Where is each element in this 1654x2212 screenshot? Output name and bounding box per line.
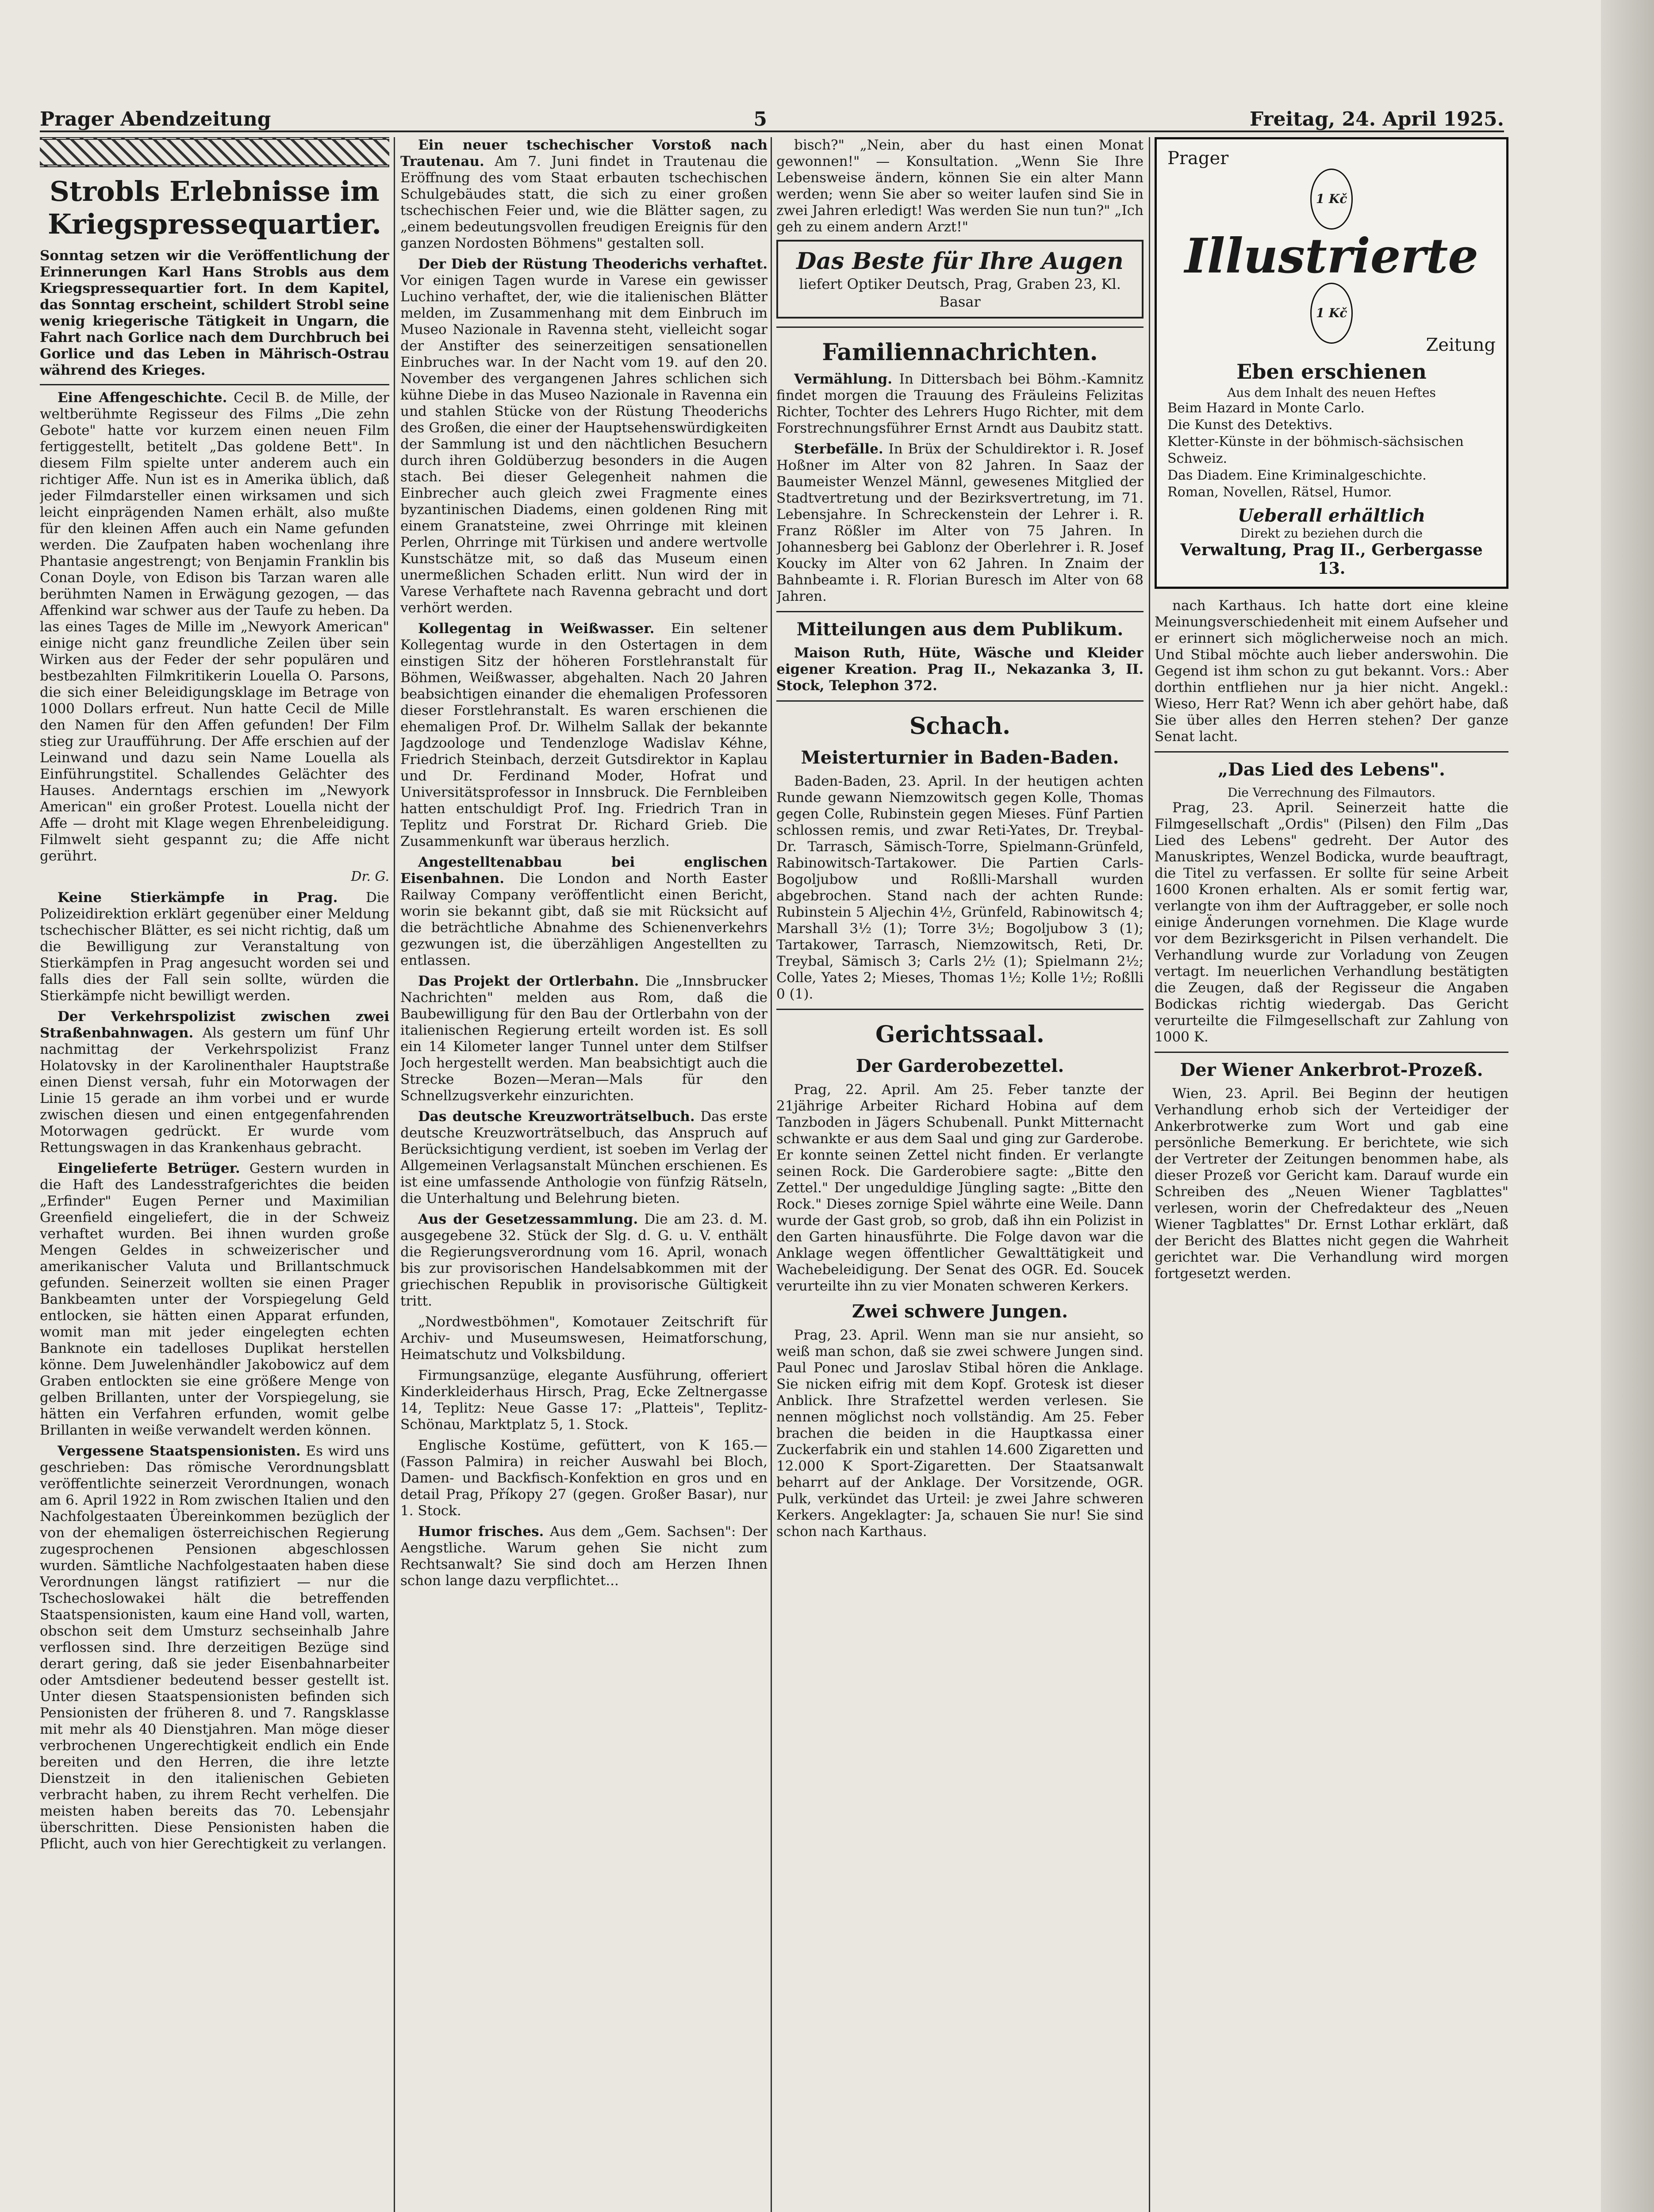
section-title: Der Wiener Ankerbrot-Prozeß. [1180,1060,1483,1080]
paragraph-lead: Ein neuer tschechischer Vorstoß nach Trautenau. [400,137,768,169]
article-paragraph: bisch?" „Nein, aber du hast einen Monat gewonnen!" — Konsultation. „Wenn Sie Ihre Lebensweise ändern, können Sie ein alter Mann werden; wenn Sie aber so weiter laufen sind Sie in zwei Jahren erledigt! Was werden Sie nun tun?" „Ich geh zu einem andern Arzt!" [776,137,1144,235]
section-title: Familiennachrichten. [822,339,1098,366]
ornament-border [40,137,389,167]
article-paragraph: Das deutsche Kreuzworträtselbuch. Das erste deutsche Kreuzworträtselbuch, das Anspruch auf Berücksichtigung verdient, ist soeben im Verlag der Allgemeinen Verlagsanstalt München erschienen. Es ist eine umfassende Anthologie von fünfzig Rätseln, die Unterhaltung und Belehrung bieten. [400,1109,768,1206]
paragraph-lead: Der Verkehrspolizist zwischen zwei Straßenbahnwagen. [40,1009,389,1041]
divider [1155,751,1508,753]
paragraph-lead: Eingelieferte Betrüger. [58,1160,240,1176]
article-paragraph: Aus der Gesetzessammlung. Die am 23. d. M. ausgegebene 32. Stück der Slg. d. G. u. V. enthält die Regierungsverordnung vom 16. April, wonach bis zur provisorischen Handelsabkommen mit der griechischen Republik in provisorische Gültigkeit tritt. [400,1211,768,1309]
price-badge: 1 Kč [1310,283,1353,344]
author-signature: Dr. G. [351,869,389,884]
scan-edge [1601,0,1654,2212]
column-4 [1155,137,1508,2212]
illustrierte-ad [1155,137,1508,589]
section-subtitle: Der Garderobezettel. [856,1056,1064,1076]
article-paragraph: Humor frisches. Aus dem „Gem. Sachsen": Der Aengstliche. Warum gehen Sie nicht zum Rechtsanwalt? Sie sind doch am Herzen Ihnen schon lange dazu verpflichtet... [400,1524,768,1589]
article-paragraph: nach Karthaus. Ich hatte dort eine kleine Meinungsverschiedenheit mit einem Aufseher und er erinnert sich möglicherweise noch an mich. Und Stibal möchte auch lieber anderswohin. Die Gegend ist ihm schon zu gut bekannt. Vors.: Aber dorthin entfliehen nur ja hier nicht. Angekl.: Wieso, Herr Rat? Wenn ich aber gehört habe, daß Sie über alles den Herren stehen? Der ganze Senat lacht. [1155,598,1508,745]
article-paragraph: Maison Ruth, Hüte, Wäsche und Kleider eigener Kreation. Prag II., Nekazanka 3, II. Stock, Telephon 372. [776,645,1144,694]
column-3 [776,137,1144,2212]
section-title: Mitteilungen aus dem Publikum. [796,619,1124,640]
ad-direct: Direkt zu beziehen durch die [1240,526,1423,541]
section-title: „Das Lied des Lebens". [1218,759,1445,780]
article-paragraph: Eine Affengeschichte. Cecil B. de Mille, der weltberühmte Regisseur des Films „Die zehn Gebote" hatte vor kurzem einen neuen Film fertiggestellt, betitelt „Das goldene Bett". In diesem Film spielte unter anderem auch ein richtiger Affe. Nun ist es in Amerika üblich, daß jeder Filmdarsteller einen wirksamen und sich leicht einprägenden Namen erhält, also mußte für den kleinen Affen auch ein Name gefunden werden. Die Zaufpaten haben wochenlang ihre Phantasie angestrengt; von Benjamin Franklin bis Conan Doyle, von Edison bis Tarzan waren alle berühmten Namen in Erwägung gezogen, — das Affenkind war schwer aus der Taufe zu heben. Da las eines Tages de Mille im „Newyork American" einige nicht ganz freundliche Zeilen über sein Wirken aus der Feder der sehr populären und bestbezahlten Filmkritikerin Louella O. Parsons, die sich einer Beleidigungsklage im Betrage von 1000 Dollars erfreut. Nun hatte Cecil de Mille den Namen für den Affen gefunden! Der Film stieg zur Uraufführung. Der Affe erschien auf der Leinwand und dazu sein Name Louella als Einführungstitel. Schallendes Gelächter des Hauses. Anderntags erschien im „Newyork American" ein großer Protest. Louella nicht der Affe — droht mit Klage wegen Ehrenbeleidigung. Filmwelt sieht gespannt zu; die Affe nicht gerührt. [40,390,389,864]
article-paragraph: Kollegentag in Weißwasser. Ein seltener Kollegentag wurde in den Ostertagen in dem einstigen Sitz der höheren Forstlehranstalt für Böhmen, Weißwasser, abgehalten. Nach 20 Jahren beabsichtigen einander die ehemaligen Professoren dieser Forstlehranstalt. Es waren erschienen die ehemaligen Prof. Dr. Wilhelm Sallak der bekannte Jagdzoologe und Tendenzloge Wadislav Kéhne, Friedrich Steinbach, derzeit Gutsdirektor in Kaplau und Dr. Ferdinand Moder, Hofrat und Universitätsprofessor in Innsbruck. Die Fernbleiben hatten entschuldigt Prof. Ing. Friedrich Tran in Teplitz und Forstrat Dr. Richard Grieb. Die Zusammenkunft war überaus herzlich. [400,621,768,849]
section-subtitle: Meisterturnier in Baden-Baden. [801,747,1119,768]
ad-sub: Aus dem Inhalt des neuen Heftes [1227,385,1436,400]
article-title: Strobls Erlebnisse im Kriegspressequartier. [48,175,381,240]
classified-ad: Englische Kostüme, gefüttert, von K 165.— (Fasson Palmira) in reicher Auswahl bei Bloch, Damen- und Backfisch-Konfektion en gros und en detail Prag, Příkopy 27 (gegen. Großer Basar), nur 1. Stock. [400,1437,768,1519]
ad-address: Verwaltung, Prag II., Gerbergasse 13. [1180,541,1483,578]
optician-ad [776,240,1144,319]
section-subtitle: Die Verrechnung des Filmautors. [1227,785,1436,800]
ad-line: liefert Optiker Deutsch, Prag, Graben 23, Kl. Basar [799,276,1121,310]
article-paragraph: Eingelieferte Betrüger. Gestern wurden in die Haft des Landesstrafgerichtes die beiden „Erfinder" Eugen Perner und Maximilian Greenfield eingeliefert, die in der Schweiz verhaftet wurden. Bei ihnen wurden große Mengen Geldes in schweizerischer und amerikanischer Valuta und Brillantschmuck gefunden. Seinerzeit wollten sie einen Prager Bankbeamten unter der Vorspiegelung Geld entlocken, sie hätten einen Apparat erfunden, womit man mit jeder eingelegten echten Banknote ein tadelloses Duplikat herstellen könne. Dem Juwelenhändler Jakobowicz auf dem Graben entlockten sie eine größere Menge von gelben Brillanten, unter der Vorspiegelung, sie hätten ein Verfahren erfunden, womit gelbe Brillanten in weiße verwandelt werden können. [40,1160,389,1438]
paragraph-lead: Sterbefälle. [794,441,883,457]
column-rule [771,137,772,2212]
ad-item: Kletter-Künste in der böhmisch-sächsischen Schweiz. [1167,434,1464,466]
classified-ad: „Nordwestböhmen", Komotauer Zeitschrift für Archiv- und Museumswesen, Heimatforschung, Heimatschutz und Volksbildung. [400,1314,768,1363]
page-number: 5 [753,108,767,131]
article-paragraph: Angestelltenabbau bei englischen Eisenbahnen. Die London and North Easter Railway Company veröffentlicht einen Bericht, worin sie bekannt gibt, daß sie mit Rücksicht auf die beträchtliche Abnahme des Schienenverkehrs gezwungen ist, die überzähligen Angestellten zu entlassen. [400,854,768,968]
ad-prefix: Prager [1167,148,1229,169]
paragraph-lead: Kollegentag in Weißwasser. [418,621,655,637]
column-1 [40,137,389,2212]
ad-title: 1 Kč Illustrierte 1 Kč [1167,169,1496,344]
divider [776,1009,1144,1010]
ad-item: Beim Hazard in Monte Carlo. [1167,400,1365,416]
paragraph-lead: Angestelltenabbau bei englischen Eisenbahnen. [400,854,768,887]
article-paragraph: Vergessene Staatspensionisten. Es wird uns geschrieben: Das römische Verordnungsblatt veröffentlichte seinerzeit Verordnungen, wonach am 6. April 1922 in Rom zwischen Italien und den Nachfolgestaaten Übereinkommen bezüglich der von der ehemaligen österreichischen Regierung zugesprochenen Pensionen abgeschlossen wurden. Sämtliche Nachfolgestaaten haben diese Verordnungen längst ratifiziert — nur die Tschechoslowakei hält die betreffenden Staatspensionisten, kaum eine Hand voll, warten, obschon seit dem Umsturz sechseinhalb Jahre verflossen sind. Ihre derzeitigen Bezüge sind derart gering, daß sie jeder Eisenbahnarbeiter oder Amtsdiener bedeutend besser gestellt ist. Unter diesen Staatspensionisten befinden sich Pensionisten der früheren 8. und 7. Rangsklasse mit mehr als 40 Dienstjahren. Man möge dieser verbrochenen Ungerechtigkeit endlich ein Ende bereiten und den Herren, die ihre letzte Dienstzeit in den italienischen Gebieten verbracht haben, zu ihrem Recht verhelfen. Die meisten haben bereits das 70. Lebensjahr überschritten. Diese Pensionisten haben die Pflicht, auch von hier Gerechtigkeit zu verlangen. [40,1443,389,1852]
ad-footer: Ueberall erhältlich [1237,505,1426,526]
ad-item: Das Diadem. Eine Kriminalgeschichte. [1167,468,1427,483]
paragraph-lead: Das Projekt der Ortlerbahn. [418,973,639,989]
paragraph-lead: Eine Affengeschichte. [58,390,227,406]
section-title: Gerichtssaal. [875,1021,1044,1048]
classified-ad: Firmungsanzüge, elegante Ausführung, offeriert Kinderkleiderhaus Hirsch, Prag, Ecke Zeltnergasse 14, Teplitz: Neue Gasse 17: „Platteis", Teplitz-Schönau, Marktplatz 5, 1. Stock. [400,1367,768,1432]
article-paragraph: Prag, 23. April. Seinerzeit hatte die Filmgesellschaft „Ordis" (Pilsen) den Film „Das Lied des Lebens" gedreht. Der Autor des Manuskriptes, Wenzel Bodicka, wurde beauftragt, die Titel zu verfassen. Er sollte für seine Arbeit 1600 Kronen erhalten. Als er somit fertig war, verlangte von ihm der Auftraggeber, er solle noch einige Änderungen vornehmen. Die Klage wurde vor dem Bezirksgericht in Pilsen verhandelt. Die Verhandlung wurde zur Vorladung von Zeugen vertagt. Im neuerlichen Verhandlung bestätigten die Zeugen, daß der Regisseur die Angaben Bodickas richtig wiedergab. Das Gericht verurteilte die Filmgesellschaft zur Zahlung von 1000 K. [1155,800,1508,1045]
column-2 [400,137,768,2212]
masthead-date: Freitag, 24. April 1925. [1249,108,1504,131]
article-paragraph: Der Dieb der Rüstung Theoderichs verhaftet. Vor einigen Tagen wurde in Varese ein gewisser Luchino verhaftet, der, wie die italienischen Blätter melden, im Zusammenhang mit dem Einbruch im Museo Nazionale in Ravenna steht, vielleicht sogar der Anstifter des seinerzeitigen sensationellen Einbruches war. In der Nacht vom 19. auf den 20. November des vergangenen Jahres schlichen sich kühne Diebe in das Museo Nazionale in Ravenna ein und stahlen Stücke von der Rüstung Theoderichs des Großen, die einer der Hauptsehenswürdigkeiten der Sammlung ist und den nächtlichen Besuchern durch ihren Goldüberzug besonders in die Augen stach. Bei dieser Gelegenheit nahmen die Einbrecher auch gleich zwei Fragmente eines byzantinischen Diadems, einen goldenen Ring mit einem Granatsteine, zwei Ohrringe mit kleinen Perlen, Ohrringe mit Türkisen und andere wertvolle Kunstschätze mit, so daß das Museum einen unermeßlichen Schaden erlitt. Nun wird der in Varese Verhaftete nach Ravenna gebracht und dort verhört werden. [400,256,768,616]
ad-subtitle: Zeitung [1426,335,1496,355]
price-badge: 1 Kč [1310,169,1353,230]
article-paragraph: Sterbefälle. In Brüx der Schuldirektor i. R. Josef Hoßner im Alter von 82 Jahren. In Saaz der Baumeister Wenzel Männl, gewesenes Mitglied der Stadtvertretung und der Bezirksvertretung, im 71. Lebensjahre. In Schreckenstein der Lehrer i. R. Franz Rößler im Alter von 75 Jahren. In Johannesberg bei Gablonz der Oberlehrer i. R. Josef Koucky im Alter von 62 Jahren. In Znaim der Bahnbeamte i. R. Florian Buresch im Alter von 68 Jahren. [776,441,1144,604]
article-paragraph: Prag, 22. April. Am 25. Feber tanzte der 21jährige Arbeiter Richard Hobina auf dem Tanzboden in Jägers Schubenall. Punkt Mitternacht schwankte er aus dem Saal und ging zur Garderobe. Er konnte seinen Zettel nicht finden. Er verlangte seinen Rock. Die Garderobiere sagte: „Bitte den Zettel." Der ungeduldige Jüngling sagte: „Bitte den Rock." Dieses zornige Spiel währte eine Weile. Dann wurde der Gast grob, so grob, daß ihn ein Polizist in den Garten hinausführte. Die Folge davon war die Anklage wegen öffentlicher Gewalttätigkeit und Wachebeleidigung. Der Senat des OGR. Ed. Soucek verurteilte ihn zu vier Monaten schweren Kerkers. [776,1082,1144,1294]
paragraph-lead: Aus der Gesetzessammlung. [418,1211,638,1227]
ad-title: Das Beste für Ihre Augen [796,248,1124,275]
masthead [40,100,1504,132]
article-paragraph: Das Projekt der Ortlerbahn. Die „Innsbrucker Nachrichten" melden aus Rom, daß die Baubewilligung für den Bau der Ortlerbahn von der italienischen Regierung erteilt worden ist. Es soll ein 14 Kilometer langer Tunnel unter dem Stilfser Joch hergestellt werden. Man beabsichtigt auch die Strecke Bozen—Meran—Mals für den Schnellzugsverkehr einzurichten. [400,973,768,1104]
ad-item: Roman, Novellen, Rätsel, Humor. [1167,484,1392,500]
divider [776,611,1144,612]
masthead-left: Prager Abendzeitung [40,108,271,131]
section-subtitle: Zwei schwere Jungen. [852,1301,1068,1322]
article-paragraph: Prag, 23. April. Wenn man sie nur ansieht, so weiß man schon, daß sie zwei schwere Jungen sind. Paul Ponec und Jaroslav Stibal hören die Anklage. Sie nicken eifrig mit dem Kopf. Grotesk ist dieser Anblick. Ihre Strafzettel werden verlesen. Sie nennen möglichst noch vollständig. Am 25. Feber brachen die beiden in die Hauptkassa einer Zuckerfabrik ein und stahlen 14.600 Zigaretten und 12.000 K Sport-Zigaretten. Der Staatsanwalt beharrt auf der Anklage. Der Vorsitzende, OGR. Pulk, verkündet das Urteil: je zwei Jahre schweren Kerkers. Angeklagter: Ja, schauen Sie nur! Sie sind schon nach Karthaus. [776,1327,1144,1540]
section-title: Schach. [909,713,1011,740]
paragraph-lead: Vermählung. [794,371,893,387]
paragraph-lead: Keine Stierkämpfe in Prag. [58,890,338,906]
ad-headline: Eben erschienen [1236,360,1427,384]
article-paragraph: Baden-Baden, 23. April. In der heutigen achten Runde gewann Niemzowitsch gegen Kolle, Thomas gegen Colle, Rubinstein gegen Mieses. Fünf Partien schlossen remis, und zwar Reti-Yates, Dr. Treybal-Dr. Tarrasch, Sämisch-Torre, Spielmann-Grünfeld, Rabinowitsch-Tartakower. Die Partien Carls-Bogoljubow und Roßlli-Marshall wurden abgebrochen. Stand nach der achten Runde: Rubinstein 5 Aljechin 4½, Grünfeld, Rabinowitsch 4; Marshall 3½ (1); Torre 3½; Bogoljubow 3 (1); Tartakower, Tarrasch, Niemzowitsch, Reti, Dr. Treybal, Sämisch 3; Carls 2½ (1); Spielmann 2½; Colle, Yates 2; Mieses, Thomas 1½; Kolle 1½; Roßlli 0 (1). [776,773,1144,1002]
article-paragraph: Vermählung. In Dittersbach bei Böhm.-Kamnitz findet morgen die Trauung des Fräuleins Felizitas Richter, Tochter des Lehrers Hugo Richter, mit dem Forstrechnungsführer Ernst Arndt aus Daubitz statt. [776,371,1144,436]
column-rule [1149,137,1150,2212]
article-paragraph: Keine Stierkämpfe in Prag. Die Polizeidirektion erklärt gegenüber einer Meldung tschechischer Blätter, es sei nicht richtig, daß um die Bewilligung zur Veranstaltung von Stierkämpfen in Prag angesucht worden sei und falls dies der Fall sein sollte, würden die Stierkämpfe nicht bewilligt werden. [40,890,389,1004]
article-paragraph: Wien, 23. April. Bei Beginn der heutigen Verhandlung erhob sich der Verteidiger der Ankerbrotwerke zum Wort und gab eine persönliche Bemerkung. Er berichtete, wie sich der Vertreter der Zeitungen benommen habe, als dieser Prozeß vor Gericht kam. Darauf wurde ein Schreiben des „Neuen Wiener Tagblattes" verlesen, worin der Chefredakteur des „Neuen Wiener Tagblattes" Dr. Ernst Lothar erklärt, daß der Bericht des Blattes nicht gegen die Wahrheit gerichtet war. Die Verhandlung wird morgen fortgesetzt werden. [1155,1086,1508,1282]
column-rule [394,137,395,2212]
divider [776,326,1144,328]
divider [1155,1052,1508,1053]
paragraph-lead: Humor frisches. [418,1524,544,1540]
ad-item: Die Kunst des Detektivs. [1167,417,1333,433]
article-paragraph: Der Verkehrspolizist zwischen zwei Straßenbahnwagen. Als gestern um fünf Uhr nachmittag der Verkehrspolizist Franz Holatovsky in der Karolinenthaler Hauptstraße einen Dienst versah, fuhr ein Motorwagen der Linie 15 gerade an ihm vorbei und er wurde zwischen diesen und einen entgegenfahrenden Motorwagen gedrückt. Er wurde vom Rettungswagen in das Krankenhaus gebracht. [40,1009,389,1156]
paragraph-lead: Das deutsche Kreuzworträtselbuch. [418,1109,695,1125]
divider [776,700,1144,702]
paragraph-lead: Der Dieb der Rüstung Theoderichs verhaftet. [418,256,768,272]
article-paragraph: Ein neuer tschechischer Vorstoß nach Trautenau. Am 7. Juni findet in Trautenau die Eröffnung des vom Staat erbauten tschechischen Schulgebäudes statt, die sich zu einer großen tschechischen Feier und, wie die Blätter sagen, zu „einem bedeutungsvollen freudigen Ereignis für den ganzen Nordosten Böhmens" gestalten soll. [400,137,768,251]
paragraph-lead: Vergessene Staatspensionisten. [58,1443,301,1459]
article-intro: Sonntag setzen wir die Veröffentlichung der Erinnerungen Karl Hans Strobls aus dem Kriegspressequartier fort. In dem Kapitel, das Sonntag erscheint, schildert Strobl seine wenig kriegerische Tätigkeit in Ungarn, die Fahrt nach Gorlice nach dem Durchbruch bei Gorlice und das Leben in Mährisch-Ostrau während des Krieges. [40,248,389,385]
